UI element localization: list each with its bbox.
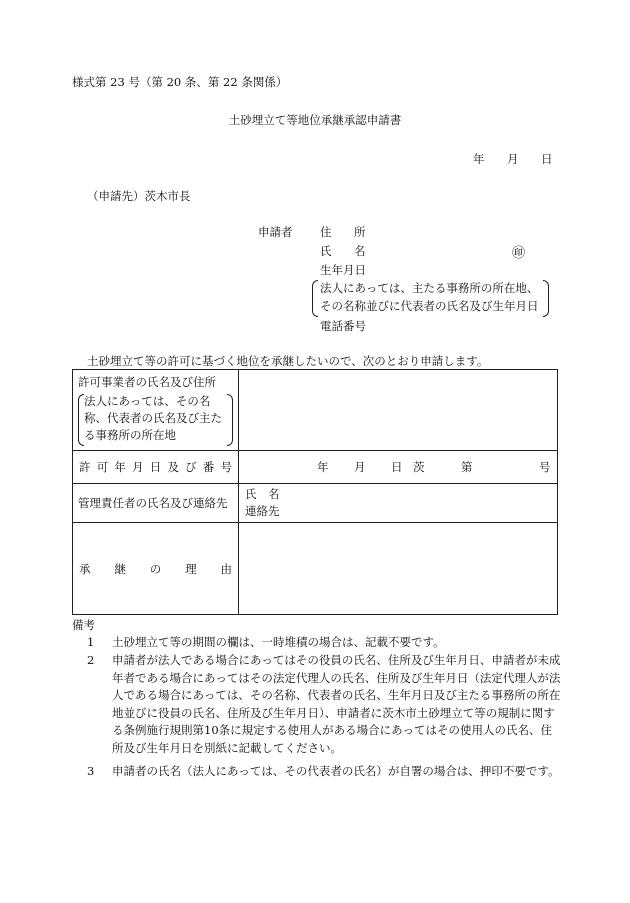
permit-month: 月	[354, 460, 366, 474]
corp-note-bracket-left	[312, 280, 318, 317]
recipient: （申請先）茨木市長	[87, 189, 191, 203]
remark-text-2: 申請者が法人である場合にあってはその役員の氏名、住所及び生年月日、申請者が未成年者である場合にあってはその法定代理人の氏名、住所及び生年月日（法定代理人が法人である場合にあっては、その名称、代表者の氏名、生年月日及び主たる事務所の所在地並びに役員の氏名、住所及び生年月日）、申請者に茨木市土砂埋立て等の規制に関する条例施行規則第10条に規定する使用人がある場合にあってはその使用人の氏名、住所及び生年月日を別紙に記載してください。	[112, 653, 561, 755]
birthdate-label: 生年月日	[320, 263, 366, 277]
row3-label: 管理責任者の氏名及び連絡先	[78, 496, 228, 510]
row1-value-cell[interactable]	[239, 370, 558, 451]
row3-label-cell	[73, 484, 239, 523]
remark-text-1: 土砂埋立て等の期間の欄は、一時堆積の場合は、記載不要です。	[112, 635, 445, 649]
manager-contact-label: 連絡先	[245, 504, 280, 518]
permit-year: 年	[317, 460, 329, 474]
row4-value-cell[interactable]	[239, 523, 558, 615]
permit-day: 日	[391, 460, 403, 474]
form-number: 様式第 23 号（第 20 条、第 22 条関係）	[72, 75, 288, 89]
row1-label: 許可事業者の氏名及び住所	[78, 375, 216, 389]
row4-label-cell	[73, 523, 239, 615]
phone-label: 電話番号	[320, 319, 366, 333]
permit-prefix: 茨	[413, 460, 425, 474]
page-title: 土砂埋立て等地位承継承認申請書	[228, 113, 402, 127]
remark-item-1	[87, 634, 563, 652]
row4-label: 承 継 の 理 由	[79, 561, 232, 576]
remark-number-1: 1	[87, 635, 95, 649]
address-label-1: 住	[320, 225, 332, 239]
corp-note-line2: その名称並びに代表者の氏名及び生年月日	[320, 299, 539, 313]
row1-note-line3: る事務所の所在地	[84, 428, 176, 442]
row1-note-line2: 称、代表者の氏名及び主た	[84, 411, 222, 425]
remark-item-3	[87, 763, 563, 781]
row2-label: 許 可 年 月 日 及 び 番 号	[79, 460, 232, 474]
address-label-2: 所	[354, 225, 366, 239]
row2-value-cell[interactable]	[239, 451, 558, 484]
application-table	[72, 369, 558, 615]
date-year: 年	[473, 152, 485, 166]
row1-note-line1: 法人にあっては、その名	[84, 394, 211, 408]
remark-text-3: 申請者の氏名（法人にあっては、その代表者の氏名）が自署の場合は、押印不要です。	[112, 764, 560, 778]
applicant-label: 申請者	[258, 225, 293, 239]
remark-item-2	[87, 652, 563, 757]
remark-number-2: 2	[87, 653, 95, 667]
row3-value-cell[interactable]	[239, 484, 558, 523]
remarks-heading: 備考	[72, 618, 95, 632]
name-label-2: 名	[354, 244, 366, 258]
remark-number-3: 3	[87, 764, 95, 778]
row1-note-bracket-right	[227, 394, 233, 446]
row1-note	[78, 393, 235, 444]
date-month: 月	[507, 152, 519, 166]
row1-note-bracket-left	[78, 394, 84, 446]
corp-note-bracket-right	[543, 280, 549, 317]
date-day: 日	[541, 152, 553, 166]
row1-label-cell	[73, 370, 239, 451]
manager-name-label: 氏 名	[245, 487, 280, 501]
intro-text: 土砂埋立て等の許可に基づく地位を承継したいので、次のとおり申請します。	[87, 354, 489, 368]
seal-mark: ㊞	[512, 246, 526, 261]
row2-label-cell	[73, 451, 239, 484]
corp-note-line1: 法人にあっては、主たる事務所の所在地、	[320, 281, 539, 295]
permit-number-suffix: 号	[539, 460, 551, 474]
name-label-1: 氏	[320, 244, 332, 258]
permit-number-label: 第	[461, 460, 473, 474]
